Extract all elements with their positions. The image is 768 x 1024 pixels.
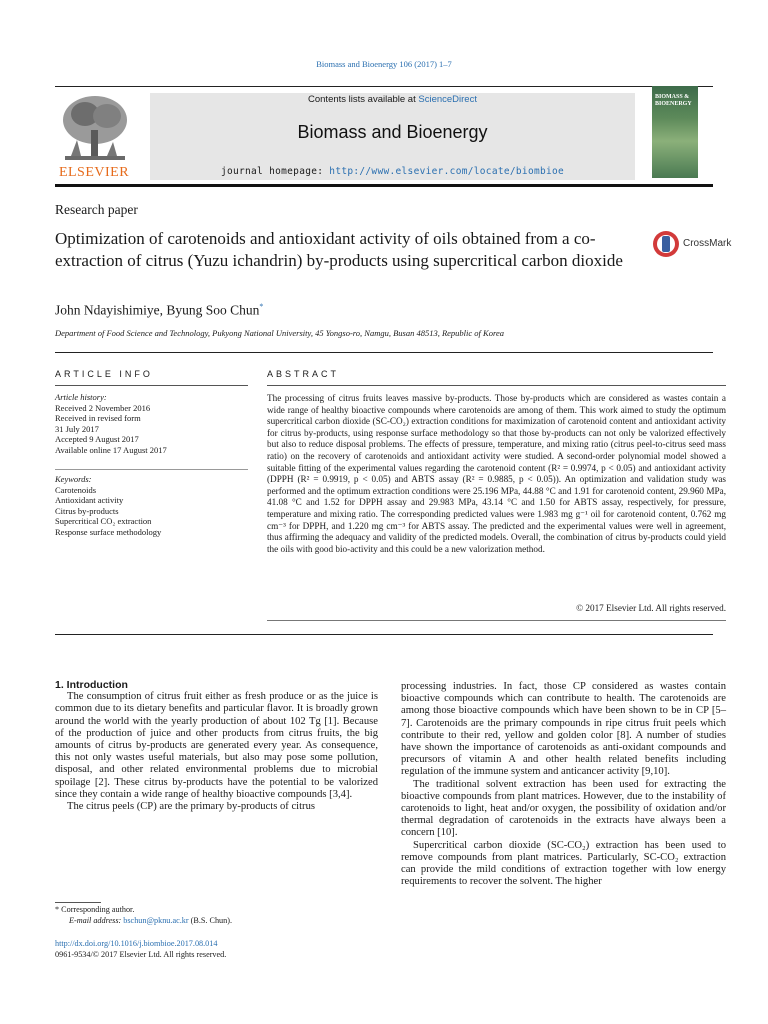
journal-cover-image xyxy=(652,86,698,178)
paragraph: Supercritical carbon dioxide (SC-CO₂) extraction has been used to remove compounds from plant matrices. Particularly, SC-CO₂ extraction can provide the mild conditions of extraction together with low energy requirements to recover the solvent. The higher xyxy=(401,839,726,888)
homepage-link[interactable]: http://www.elsevier.com/locate/biombioe xyxy=(329,166,565,177)
intro-heading: 1. Introduction xyxy=(55,679,128,691)
abstract-end-rule xyxy=(267,620,726,621)
corresponding-mark[interactable]: * xyxy=(259,302,264,311)
abstract-rule xyxy=(267,385,726,386)
email-label: E-mail address: xyxy=(69,915,122,925)
paragraph: processing industries. In fact, those CP considered as wastes contain bioactive compounds which can contribute to health. The carotenoids are among those bioactive compounds which have been shown to be in CP [5–7]. Carotenoids are the primary compounds in ripe citrus fruit peels which contribute to their red, yellow and golden color [8]. A number of studies have shown the importance of carotenoids as anti-oxidant compounds and precursors of vitamin A and other health related benefits including regulation of the immune system and anticancer activity [9,10]. xyxy=(401,681,726,778)
doi-link[interactable]: http://dx.doi.org/10.1016/j.biombioe.2017.08.014 xyxy=(55,939,218,948)
article-info-heading: ARTICLE INFO xyxy=(55,369,153,379)
abstract-text: The processing of citrus fruits leaves massive by-products. Those by-products which are considered as wastes contain a wide range of healthy bioactive compounds where carotenoids are among of them. This work aimed to study the optimum supercritical carbon dioxide (SC-CO₂) extraction conditions for maximization of carotenoid content and antioxidant activity for citrus by-products, using response surface methodology so that those by-products can not only be valorized effectively but also to reduce disposal problems. The effects of pressure, temperature, and mixing ratio (citrus peel-to-citrus seed mass ratio) on the recovery of carotenoids and antioxidant activity were studied. A second-order polynomial model showed a suitable fitting of the experimental values regarding the carotenoid content (R² = 0.9974, p < 0.05) and antioxidant activity (DPPH (R² = 0.9919, p < 0.05) and ABTS assay (R² = 0.9885, p < 0.05)). An optimization and validation study was performed and the optimum extraction conditions were 25.196 MPa, 44.88 °C and 1.91 for carotenoid content, 29.960 MPa, 41.08 °C and 1.52 for DPPH assay and 29.983 MPa, 43.14 °C and 1.50 for ABTS assay, respectively, for pressure, temperature and mixing ratio. The corresponding predicted values were 1.983 mg g⁻¹ oil for carotenoid content, 0.762 mg cm⁻³ for DPPH, and 1.220 mg cm⁻³ for ABTS assay. The predicted and the experimental values were well in agreement, thus affirming the adequacy and validity of the predicted models. Overall, the combination of citrus by-products could yield the oils with good bio-activity and this could be a new valorization method. xyxy=(267,393,726,554)
journal-title: Biomass and Bioenergy xyxy=(297,122,488,142)
keyword-item: Carotenoids xyxy=(55,484,97,495)
body-column-right xyxy=(401,681,726,888)
email-suffix: (B.S. Chun). xyxy=(190,915,233,925)
keyword-item: Response surface methodology xyxy=(55,526,162,537)
body-column-left xyxy=(55,679,378,813)
keyword-item: Antioxidant activity xyxy=(55,495,124,506)
footnote-rule xyxy=(55,902,101,903)
author-list xyxy=(55,302,263,319)
footnote-mark: * xyxy=(55,905,60,914)
cover-title: BIOMASS & BIOENERGY xyxy=(655,94,692,107)
publisher-logo-text: ELSEVIER xyxy=(58,165,130,180)
crossmark-icon xyxy=(652,229,680,259)
keywords-rule xyxy=(55,469,248,470)
article-title: Optimization of carotenoids and antioxidant activity of oils obtained from a co-extraction of citrus (Yuzu ichandrin) by-products using supercritical carbon dioxide xyxy=(55,229,623,270)
header-rule xyxy=(55,86,713,87)
corresponding-author-note: Corresponding author. xyxy=(61,905,135,914)
journal-citation[interactable]: Biomass and Bioenergy 106 (2017) 1–7 xyxy=(316,59,452,69)
history-label: Article history: xyxy=(55,392,107,402)
header-thick-rule xyxy=(55,184,713,187)
history-item: Accepted 9 August 2017 xyxy=(55,434,139,445)
contents-line xyxy=(150,94,635,105)
history-item: Available online 17 August 2017 xyxy=(55,444,167,455)
keyword-item: Supercritical CO₂ extraction xyxy=(55,516,152,527)
paragraph: The citrus peels (CP) are the primary by-products of citrus xyxy=(67,801,315,813)
keywords-label: Keywords: xyxy=(55,474,92,484)
affiliation: Department of Food Science and Technology, Pukyong National University, 45 Yongso-ro, Namgu, Busan 48513, Republic of Korea xyxy=(55,328,504,338)
sciencedirect-link[interactable]: ScienceDirect xyxy=(418,94,477,105)
issn-line: 0961-9534/© 2017 Elsevier Ltd. All rights reserved. xyxy=(55,949,227,959)
crossmark-badge[interactable] xyxy=(652,229,732,259)
article-info-rule xyxy=(55,385,248,386)
abstract-copyright: © 2017 Elsevier Ltd. All rights reserved. xyxy=(576,603,726,613)
footnote xyxy=(55,905,385,926)
journal-banner xyxy=(150,93,635,180)
email-link[interactable]: bschun@pknu.ac.kr xyxy=(123,915,189,925)
article-type: Research paper xyxy=(55,202,138,217)
homepage-prefix: journal homepage: xyxy=(220,166,330,177)
crossmark-label: CrossMark xyxy=(683,238,732,249)
article-history xyxy=(55,392,255,456)
doi-block xyxy=(55,939,385,960)
history-item: Received in revised form xyxy=(55,413,141,424)
paragraph: The traditional solvent extraction has been used for extracting the bioactive compounds from plant matrices. However, due to the instability of carotenoids to light, heat and/or oxygen, the possibility of oxidation and/or thermal degradation of carotenoids in the extracts have always been a concern [10]. xyxy=(401,778,726,839)
history-item: Received 2 November 2016 xyxy=(55,402,151,413)
abstract-heading: ABSTRACT xyxy=(267,369,340,379)
authors-text: John Ndayishimiye, Byung Soo Chun xyxy=(55,302,260,318)
history-item: 31 July 2017 xyxy=(55,423,99,434)
body-rule xyxy=(55,634,713,635)
keywords xyxy=(55,474,255,538)
section-rule xyxy=(55,352,713,353)
paragraph: The consumption of citrus fruit either as fresh produce or as the juice is common due to its dietary benefits and particular flavor. It is broadly grown around the world with the yearly production of about 102 Tg [1]. Because of the production of juice and other products from citrus fruits, the big amounts of citrus by-products are generated every year. As consequence, this not only wastes useful materials, but also may pose some pollution, disposal, and other related environmental problems due to microbial spoilage [2]. These citrus by-products have the potential to be valorized since they contain a wide range of healthy bioactive compounds [3,4]. xyxy=(55,691,378,800)
homepage-line xyxy=(150,166,635,177)
keyword-item: Citrus by-products xyxy=(55,505,119,516)
contents-prefix: Contents lists available at xyxy=(308,94,419,105)
